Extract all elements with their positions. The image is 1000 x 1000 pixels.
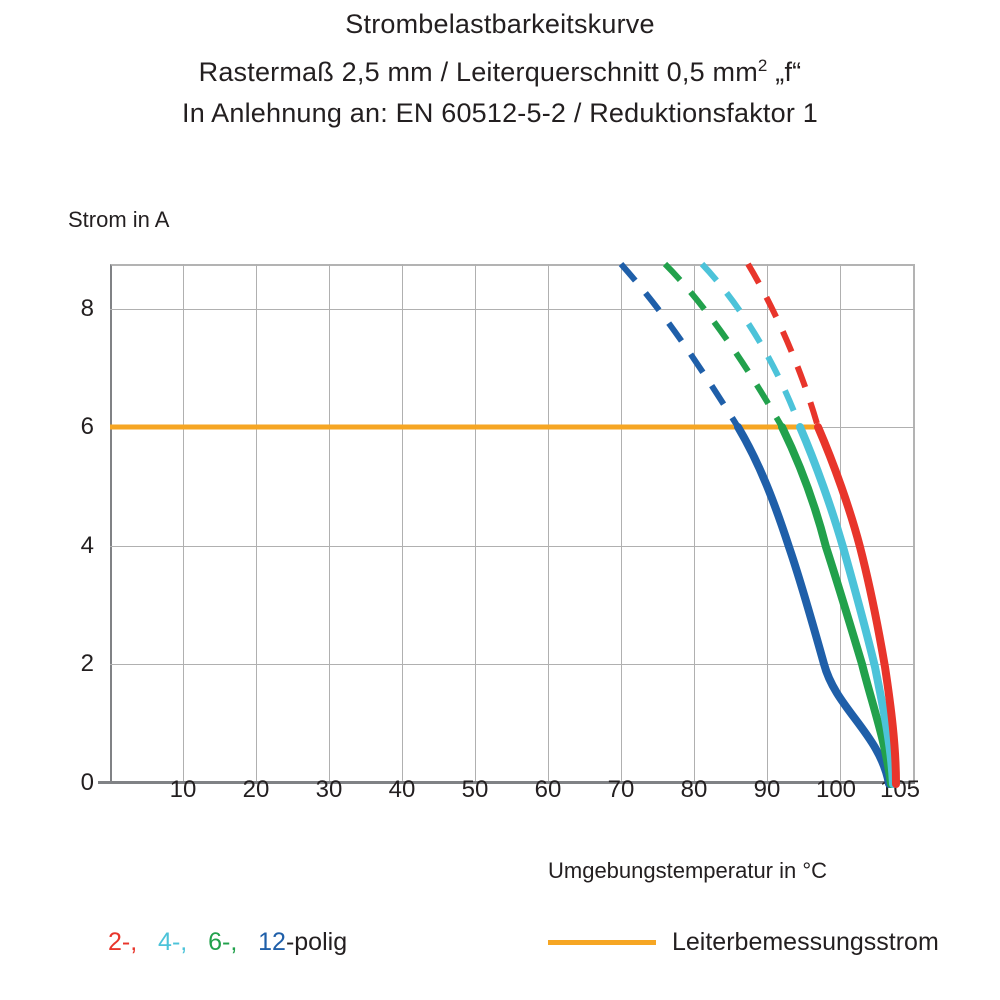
y-tick-4: 4 — [80, 532, 94, 559]
y-tick-8: 8 — [80, 295, 94, 322]
x-tick-80: 80 — [680, 776, 708, 803]
x-axis-caption: Umgebungstemperatur in °C — [548, 858, 828, 883]
x-tick-105: 105 — [879, 776, 921, 803]
title-line-1: Strombelastbarkeitskurve — [345, 9, 655, 39]
legend-poles — [108, 928, 347, 957]
chart-title-block — [0, 4, 1000, 134]
legend-poles-suffix: -polig — [285, 928, 348, 956]
y-axis-caption: Strom in A — [68, 207, 170, 232]
x-tick-50: 50 — [461, 776, 489, 803]
x-tick-70: 70 — [607, 776, 635, 803]
title-line-2-tail: „f“ — [767, 57, 802, 87]
x-tick-10: 10 — [169, 776, 197, 803]
title-line-2-main: Rastermaß 2,5 mm / Leiterquerschnitt 0,5 mm — [198, 57, 758, 87]
title-line-2-superscript: 2 — [757, 56, 768, 75]
rated-current-swatch-icon — [548, 940, 656, 945]
series-2-polig-dashed — [748, 264, 818, 427]
x-tick-40: 40 — [388, 776, 416, 803]
x-tick-90: 90 — [753, 776, 781, 803]
curve-layer — [110, 264, 915, 784]
legend-item-12-polig: 12 — [258, 928, 286, 956]
plot-area — [80, 264, 921, 803]
legend-rated-current — [548, 928, 939, 957]
title-line-2 — [0, 45, 1000, 93]
x-tick-100: 100 — [815, 776, 857, 803]
legend-item-2-polig: 2-, — [108, 928, 138, 956]
series-4-polig-dashed — [702, 264, 800, 427]
x-tick-30: 30 — [315, 776, 343, 803]
series-12-polig-dashed — [621, 264, 738, 427]
legend-item-4-polig: 4-, — [158, 928, 188, 956]
y-tick-0: 0 — [80, 769, 94, 796]
y-tick-2: 2 — [80, 650, 94, 677]
series-12-polig-solid — [738, 427, 889, 784]
x-tick-60: 60 — [534, 776, 562, 803]
title-line-3: In Anlehnung an: EN 60512-5-2 / Reduktionsfaktor 1 — [182, 98, 818, 128]
legend-rated-current-label: Leiterbemessungsstrom — [672, 928, 939, 956]
legend-item-6-polig: 6-, — [208, 928, 238, 956]
y-tick-6: 6 — [80, 413, 94, 440]
x-tick-20: 20 — [242, 776, 270, 803]
